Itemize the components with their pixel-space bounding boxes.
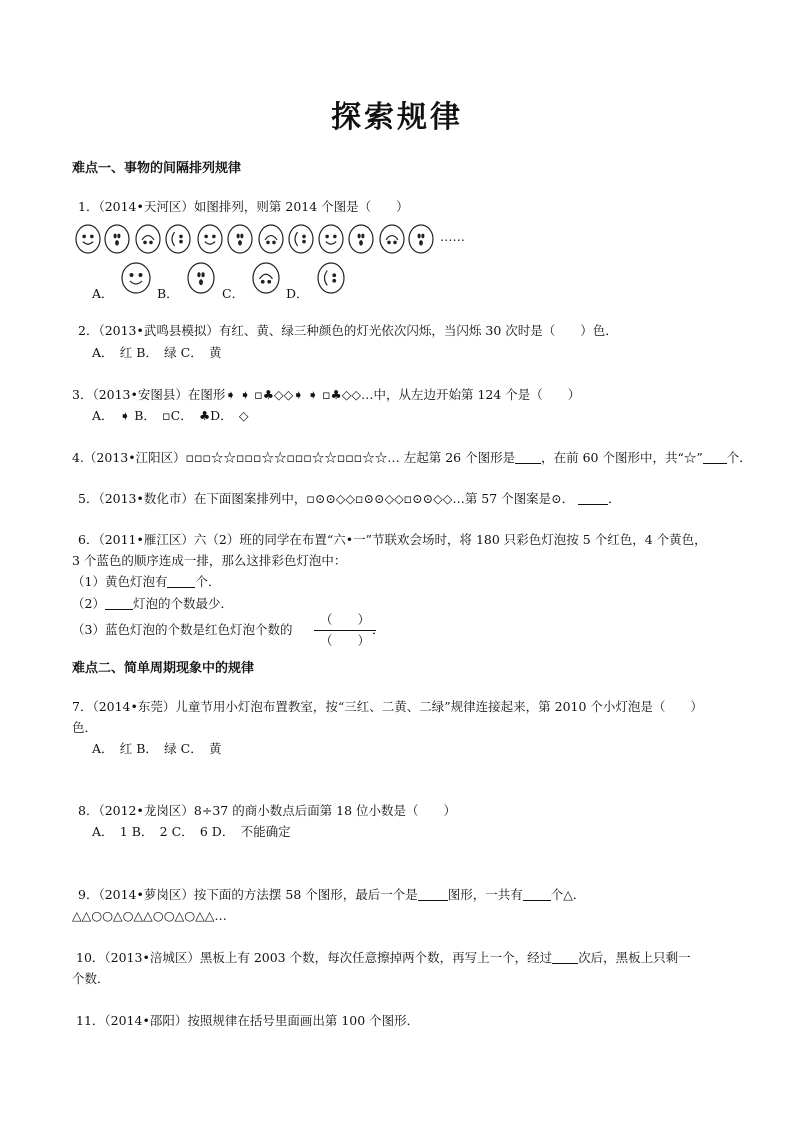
fraction-denominator: （ ） [319, 633, 370, 648]
question-6-sub-2-end: 灯泡的个数最少． [132, 596, 233, 611]
answer-blank[interactable] [418, 888, 448, 901]
answer-blank[interactable] [515, 451, 541, 464]
question-6-sub-3: （3）蓝色灯泡的个数是红色灯泡个数的 [72, 622, 293, 637]
smile-face-icon [74, 223, 102, 255]
question-3-options: A． ➧ B． ▫C． ♣D． ◇ [92, 408, 249, 423]
question-9-stem [78, 886, 585, 904]
smile-face-icon [120, 261, 152, 295]
answer-fraction[interactable] [314, 611, 376, 650]
question-6-sub-1 [72, 573, 220, 591]
question-4-stem [72, 449, 752, 467]
side-face-icon [287, 223, 315, 255]
question-4-text-3: 个． [726, 450, 752, 465]
fraction-bar [314, 630, 376, 631]
surprised-face-icon [407, 223, 435, 255]
question-6-sub-2-text: （2） [72, 596, 105, 611]
answer-blank[interactable] [523, 888, 551, 901]
page-title: 探索规律 [331, 100, 463, 135]
question-1-ellipsis: …… [440, 229, 465, 244]
frown-face-icon [251, 261, 281, 295]
question-1-option-d: D． [286, 286, 309, 301]
question-7-options: A． 红 B． 绿 C． 黄 [92, 741, 222, 756]
surprised-face-icon [347, 223, 375, 255]
smile-face-icon [196, 223, 224, 255]
surprised-face-icon [186, 261, 216, 295]
smile-face-icon [317, 223, 345, 255]
answer-blank[interactable] [167, 575, 195, 588]
question-6-line-1: 6．（2011•雁江区）六（2）班的同学在布置“六•一”节联欢会场时，将 180 只彩色灯泡按 5 个红色，4 个黄色， [78, 532, 707, 547]
question-5-stem [78, 490, 621, 508]
section-heading-1: 难点一、事物的间隔排列规律 [72, 161, 242, 176]
section-heading-2: 难点二、简单周期现象中的规律 [72, 661, 255, 676]
question-5-text-2: ． [608, 491, 621, 506]
question-2-options: A． 红 B． 绿 C． 黄 [92, 345, 222, 360]
answer-blank[interactable] [578, 492, 608, 505]
side-face-icon [316, 261, 346, 295]
question-5-text-1: 5．（2013•数化市）在下面图案排列中，▫⊙⊙◇◇▫⊙⊙◇◇▫⊙⊙◇◇…第 57 个图案是⊙． [78, 491, 575, 506]
question-7-line-1: 7．（2014•东莞）儿童节用小灯泡布置教室，按“三红、二黄、二绿”规律连接起来，第 2010 个小灯泡是（ ） [72, 699, 703, 714]
frown-face-icon [257, 223, 285, 255]
answer-blank[interactable] [552, 951, 578, 964]
question-9-line-2: △△○○△○△△○○△○△△… [72, 908, 227, 923]
question-9-text-3: 个△． [550, 887, 586, 902]
question-10-text-2: 次后，黑板上只剩一 [578, 950, 691, 965]
question-1-option-a: A． [92, 286, 114, 301]
question-8-stem: 8．（2012•龙岗区）8÷37 的商小数点后面第 18 位小数是（ ） [78, 803, 457, 818]
question-1-option-b: B． [157, 286, 179, 301]
frown-face-icon [134, 223, 162, 255]
question-6-line-2: 3 个蓝色的顺序连成一排，那么这排彩色灯泡中： [72, 553, 347, 568]
question-11-stem: 11．（2014•邵阳）按照规律在括号里面画出第 100 个图形． [76, 1013, 420, 1028]
side-face-icon [164, 223, 192, 255]
question-6-sub-1-end: 个． [195, 574, 221, 589]
question-4-text-2: ，在前 60 个图形中，共“☆” [541, 450, 703, 465]
question-1-option-c: C． [222, 286, 245, 301]
surprised-face-icon [226, 223, 254, 255]
question-10-line-1 [76, 949, 691, 967]
question-6-sub-2 [72, 595, 233, 613]
answer-blank[interactable] [703, 451, 727, 464]
question-10-text-1: 10．（2013•涪城区）黑板上有 2003 个数，每次任意擦掉两个数，再写上一个，经过 [76, 950, 553, 965]
surprised-face-icon [103, 223, 131, 255]
question-8-options: A． 1 B． 2 C． 6 D． 不能确定 [92, 824, 291, 839]
fraction-numerator: （ ） [319, 612, 370, 627]
question-9-text-2: 图形，一共有 [447, 887, 523, 902]
question-6-sub-3-end: ． [372, 622, 385, 637]
question-9-text-1: 9．（2014•萝岗区）按下面的方法摆 58 个图形，最后一个是 [78, 887, 418, 902]
question-6-sub-1-text: （1）黄色灯泡有 [72, 574, 168, 589]
question-4-text-1: 4.（2013•江阳区）▫▫▫☆☆▫▫▫☆☆▫▫▫☆☆▫▫▫☆☆… 左起第 26 个图形是 [72, 450, 516, 465]
question-3-stem: 3．（2013•安图县）在图形➧ ➧ ▫♣◇◇➧ ➧ ▫♣◇◇…中，从左边开始第 124 个是（ ） [72, 387, 581, 402]
frown-face-icon [378, 223, 406, 255]
question-2-stem: 2．（2013•武鸣县模拟）有红、黄、绿三种颜色的灯光依次闪烁，当闪烁 30 次时是（ ）色． [78, 323, 618, 338]
question-1-stem: 1．（2014•天河区）如图排列，则第 2014 个图是（ ） [78, 199, 409, 214]
question-7-line-2: 色． [72, 720, 98, 735]
question-10-line-2: 个数． [72, 971, 110, 986]
answer-blank[interactable] [105, 597, 133, 610]
